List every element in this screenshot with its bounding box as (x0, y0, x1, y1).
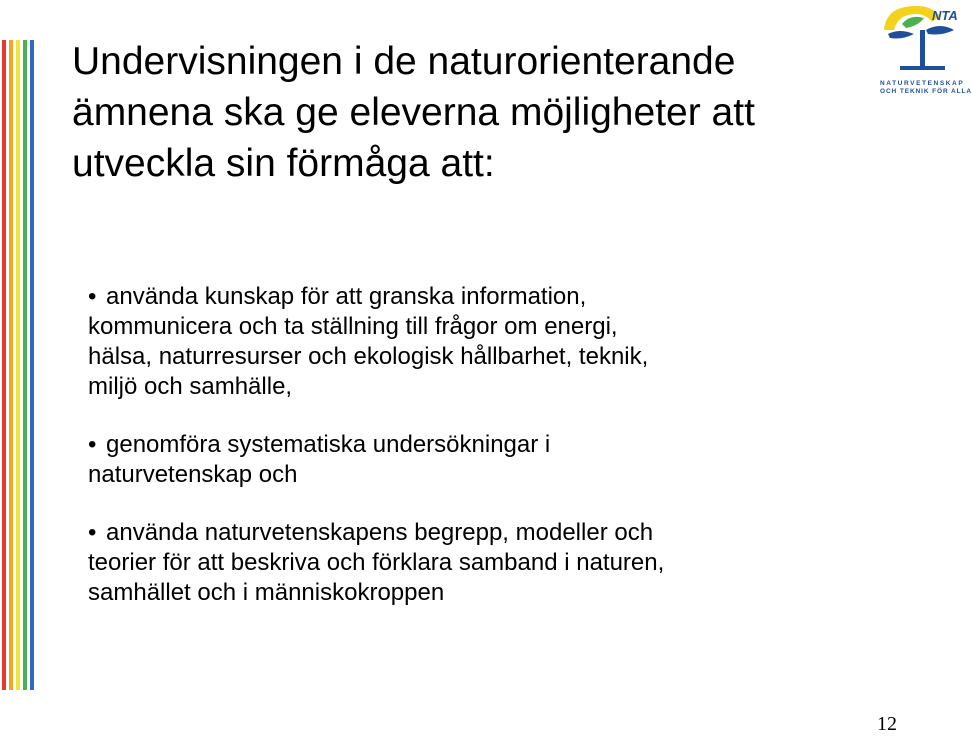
slide-title (72, 36, 902, 189)
bullet-line: • använda naturvetenskapens begrepp, modeller och (88, 518, 888, 548)
page-number: 12 (877, 713, 897, 735)
stripe-orange (9, 40, 13, 690)
logo-blue-leaf (926, 26, 954, 35)
rainbow-stripes (0, 40, 34, 690)
bullet-line: samhället och i människokroppen (88, 579, 445, 606)
bullet-item (88, 282, 888, 402)
bullet-line: • använda kunskap för att granska information, (88, 282, 888, 312)
bullet-line: • genomföra systematiska undersökningar i (88, 430, 888, 460)
logo-mark-text: NTA (932, 8, 958, 23)
stripe-blue (30, 40, 34, 690)
bullet-line: miljö och samhälle, (88, 373, 293, 400)
title-line: utveckla sin förmåga att: (72, 142, 495, 185)
logo-line-1: NATURVETENSKAP (880, 80, 965, 87)
logo-line-2: OCH TEKNIK FÖR ALLA (880, 88, 972, 95)
bullet-line: hälsa, naturresurser och ekologisk hållbarhet, teknik, (88, 343, 649, 370)
stripe-green (23, 40, 27, 690)
bullet-item (88, 518, 888, 608)
stripe-red (2, 40, 6, 690)
nta-logo-icon (880, 0, 960, 78)
bullet-item (88, 430, 888, 490)
logo-blue-leaf (888, 31, 914, 39)
logo-green-leaf (902, 17, 924, 28)
title-line: Undervisningen i de naturorienterande (72, 40, 736, 83)
logo-stem (920, 30, 925, 70)
stripe-yellow (16, 40, 20, 690)
logo-ground (900, 66, 945, 70)
bullet-line: kommunicera och ta ställning till frågor om energi, (88, 313, 618, 340)
nta-logo (880, 0, 972, 96)
bullet-line: naturvetenskap och (88, 461, 298, 488)
bullet-list (88, 282, 888, 608)
title-line: ämnena ska ge eleverna möjligheter att (72, 91, 755, 134)
bullet-line: teorier för att beskriva och förklara samband i naturen, (88, 549, 665, 576)
